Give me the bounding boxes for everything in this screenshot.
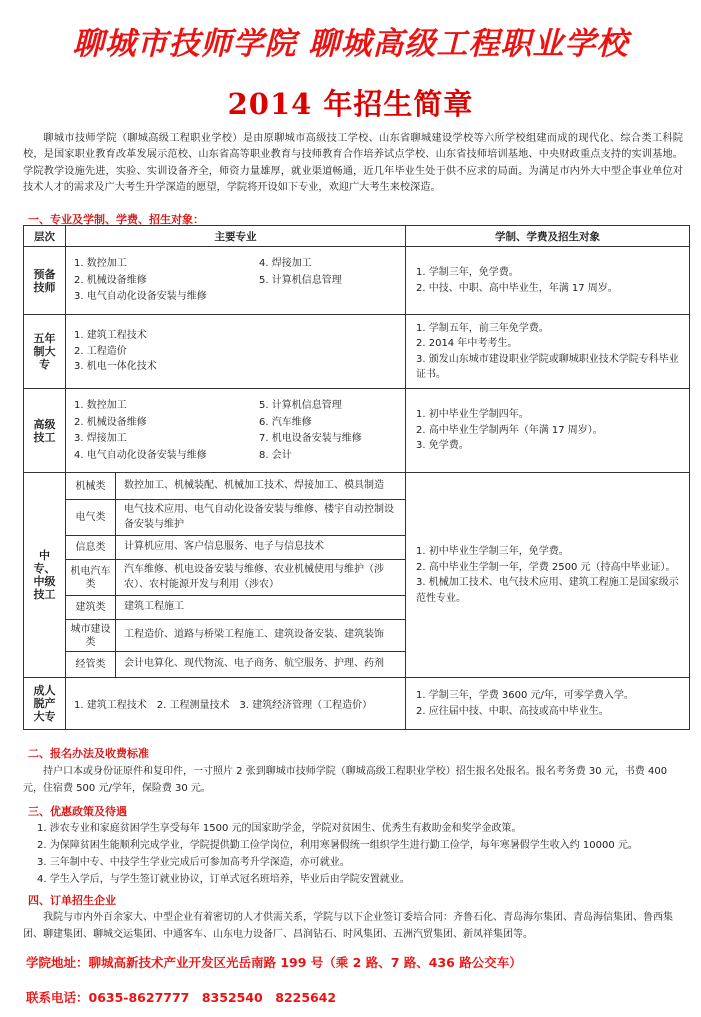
req-item: 1. 初中毕业生学制三年，免学费。 bbox=[416, 546, 569, 557]
intro-paragraph: 聊城市技师学院（聊城高级工程职业学校）是由原聊城市高级技工学校、山东省聊城建设学校等六所学校组建而成的现代化、综合类工科院校，是国家职业教育改革发展示范校、山东省高等职业教育与技师教育合作培养试点学校、山东省技师培训基地、中央财政重点支持的实训基地。学院教学设施先进，实验、实训设备齐全，师资力量雄厚，就业渠道畅通，近几年毕业生处于供不应求的局面。为满足市内外大中型企事业单位对技术人才的需求及广大考生升学深造的愿望，学院将开设如下专业，欢迎广大考生来校深造。 bbox=[23, 133, 683, 194]
level-cell: 预备技师 bbox=[24, 247, 66, 315]
req-item: 3. 机械加工技术、电气技术应用、建筑工程施工是国家级示范性专业。 bbox=[416, 577, 679, 604]
major-item: 4. 电气自动化设备安装与维修 bbox=[74, 449, 207, 461]
category-majors: 计算机应用、客户信息服务、电子与信息技术 bbox=[116, 536, 406, 560]
category-cell: 电气类 bbox=[66, 500, 116, 536]
majors-cell bbox=[66, 247, 406, 315]
section2-title: 二、报名办法及收费标准 bbox=[28, 747, 149, 760]
major-item: 2. 工程造价 bbox=[74, 345, 127, 357]
category-cell: 信息类 bbox=[66, 536, 116, 560]
header-majors: 主要专业 bbox=[66, 226, 406, 247]
table-row bbox=[24, 315, 690, 389]
major-item: 3. 焊接加工 bbox=[74, 433, 127, 444]
majors-cell bbox=[66, 389, 406, 473]
req-item: 2. 高中毕业生学制一年，学费 2500 元（持高中毕业证）。 bbox=[416, 561, 676, 573]
category-cell: 经管类 bbox=[66, 652, 116, 678]
category-majors: 电气技术应用、电气自动化设备安装与维修、楼宇自动控制设备安装与维护 bbox=[116, 500, 406, 536]
school-address: 学院地址：聊城高新技术产业开发区光岳南路 199 号（乘 2 路、7 路、436 路公交车） bbox=[26, 955, 522, 970]
table-row bbox=[24, 389, 690, 473]
level-cell: 中专、中级技工 bbox=[24, 473, 66, 678]
category-majors: 会计电算化、现代物流、电子商务、航空服务、护理、药剂 bbox=[116, 652, 406, 678]
section2-paragraph: 持户口本或身份证原件和复印件，一寸照片 2 张到聊城市技师学院（聊城高级工程职业学校）招生报名处报名。报名考务费 30 元，书费 400 元，住宿费 500 元/学年，保险费 30 元。 bbox=[23, 766, 668, 794]
table-row bbox=[24, 473, 690, 500]
req-item: 3. 颁发山东城市建设职业学院或聊城职业技术学院专科毕业证书。 bbox=[416, 353, 679, 380]
req-item: 1. 学制五年，前三年免学费。 bbox=[416, 322, 549, 334]
category-majors: 汽车维修、机电设备安装与维修、农业机械使用与维护（涉农）、农村能源开发与利用（涉农） bbox=[116, 560, 406, 596]
req-item: 1. 学制三年，学费 3600 元/年，可零学费入学。 bbox=[416, 690, 634, 701]
majors-cell bbox=[66, 315, 406, 389]
section1-title: 一、专业及学制、学费、招生对象： bbox=[28, 213, 204, 226]
req-item: 1. 学制三年，免学费。 bbox=[416, 267, 519, 278]
category-majors: 数控加工、机械装配、机械加工技术、焊接加工、模具制造 bbox=[116, 473, 406, 500]
major-item: 1. 数控加工 bbox=[74, 258, 127, 270]
major-item: 4. 焊接加工 bbox=[259, 258, 312, 270]
major-item: 3. 电气自动化设备安装与维修 bbox=[74, 291, 207, 303]
req-cell bbox=[406, 247, 690, 315]
section3-list bbox=[23, 820, 689, 888]
req-cell bbox=[406, 473, 690, 678]
major-item: 2. 机械设备维修 bbox=[74, 274, 147, 286]
table-header-row bbox=[24, 226, 690, 247]
school-name: 聊城市技师学院 聊城高级工程职业学校 bbox=[72, 26, 629, 62]
page-title: 2014 年招生简章 bbox=[227, 87, 474, 121]
header-level: 层次 bbox=[24, 226, 66, 247]
level-cell: 五年制大专 bbox=[24, 315, 66, 389]
major-item: 1. 数控加工 bbox=[74, 400, 127, 411]
section4-paragraph: 我院与市内外百余家大、中型企业有着密切的人才供需关系，学院与以下企业签订委培合同：齐鲁石化、青岛海尔集团、青岛海信集团、鲁西集团、聊建集团、聊城交运集团、中通客车、山东电力设备厂、昌润钻石、时风集团、五洲汽贸集团、新凤祥集团等。 bbox=[23, 912, 673, 940]
level-cell: 成人脱产大专 bbox=[24, 678, 66, 730]
major-item: 8. 会计 bbox=[259, 449, 292, 461]
category-cell: 机电汽车类 bbox=[66, 560, 116, 596]
list-item: 1. 涉农专业和家庭贫困学生享受每年 1500 元的国家助学金，学院对贫困生、优秀生有救助金和奖学金政策。 bbox=[37, 823, 522, 834]
list-item: 4. 学生入学后，与学生签订就业协议，订单式冠名班培养，毕业后由学院安置就业。 bbox=[37, 874, 410, 885]
section4-text bbox=[23, 909, 689, 943]
major-item: 2. 机械设备维修 bbox=[74, 416, 147, 428]
req-item: 2. 中技、中职、高中毕业生，年满 17 周岁。 bbox=[416, 282, 618, 294]
req-item: 1. 初中毕业生学制四年。 bbox=[416, 409, 529, 421]
header-req: 学制、学费及招生对象 bbox=[406, 226, 690, 247]
section3-title: 三、优惠政策及待遇 bbox=[28, 805, 127, 818]
level-cell: 高级技工 bbox=[24, 389, 66, 473]
req-item: 2. 2014 年中考考生。 bbox=[416, 338, 518, 349]
req-cell bbox=[406, 389, 690, 473]
req-cell bbox=[406, 315, 690, 389]
table-row bbox=[24, 678, 690, 730]
contact-phone: 联系电话：0635-8627777 8352540 8225642 bbox=[26, 990, 337, 1005]
category-cell: 机械类 bbox=[66, 473, 116, 500]
category-majors: 工程造价、道路与桥梁工程施工、建筑设备安装、建筑装饰 bbox=[116, 620, 406, 652]
req-cell bbox=[406, 678, 690, 730]
table-row bbox=[24, 247, 690, 315]
req-item: 3. 免学费。 bbox=[416, 440, 469, 452]
list-item: 3. 三年制中专、中技学生学业完成后可参加高考升学深造，亦可就业。 bbox=[37, 857, 350, 868]
major-item: 5. 计算机信息管理 bbox=[259, 274, 342, 286]
section2-text bbox=[23, 763, 689, 797]
category-cell: 建筑类 bbox=[66, 596, 116, 620]
major-item: 7. 机电设备安装与维修 bbox=[259, 433, 362, 444]
major-item: 1. 建筑工程技术 bbox=[74, 330, 147, 342]
req-item: 2. 高中毕业生学制两年（年满 17 周岁）。 bbox=[416, 424, 603, 436]
majors-cell: 1. 建筑工程技术 2. 工程测量技术 3. 建筑经济管理（工程造价） bbox=[66, 678, 406, 730]
category-majors: 建筑工程施工 bbox=[116, 596, 406, 620]
major-item: 5. 计算机信息管理 bbox=[259, 400, 342, 411]
req-item: 2. 应往届中技、中职、高技或高中毕业生。 bbox=[416, 705, 609, 717]
list-item: 2. 为保障贫困生能顺利完成学业，学院提供勤工俭学岗位，利用寒暑假统一组织学生进行勤工俭学，每年寒暑假学生收入约 10000 元。 bbox=[37, 840, 638, 851]
major-item: 6. 汽车维修 bbox=[259, 416, 312, 428]
category-cell: 城市建设类 bbox=[66, 620, 116, 652]
section4-title: 四、订单招生企业 bbox=[28, 894, 116, 907]
majors-table bbox=[23, 225, 690, 730]
major-item: 3. 机电一体化技术 bbox=[74, 361, 157, 373]
